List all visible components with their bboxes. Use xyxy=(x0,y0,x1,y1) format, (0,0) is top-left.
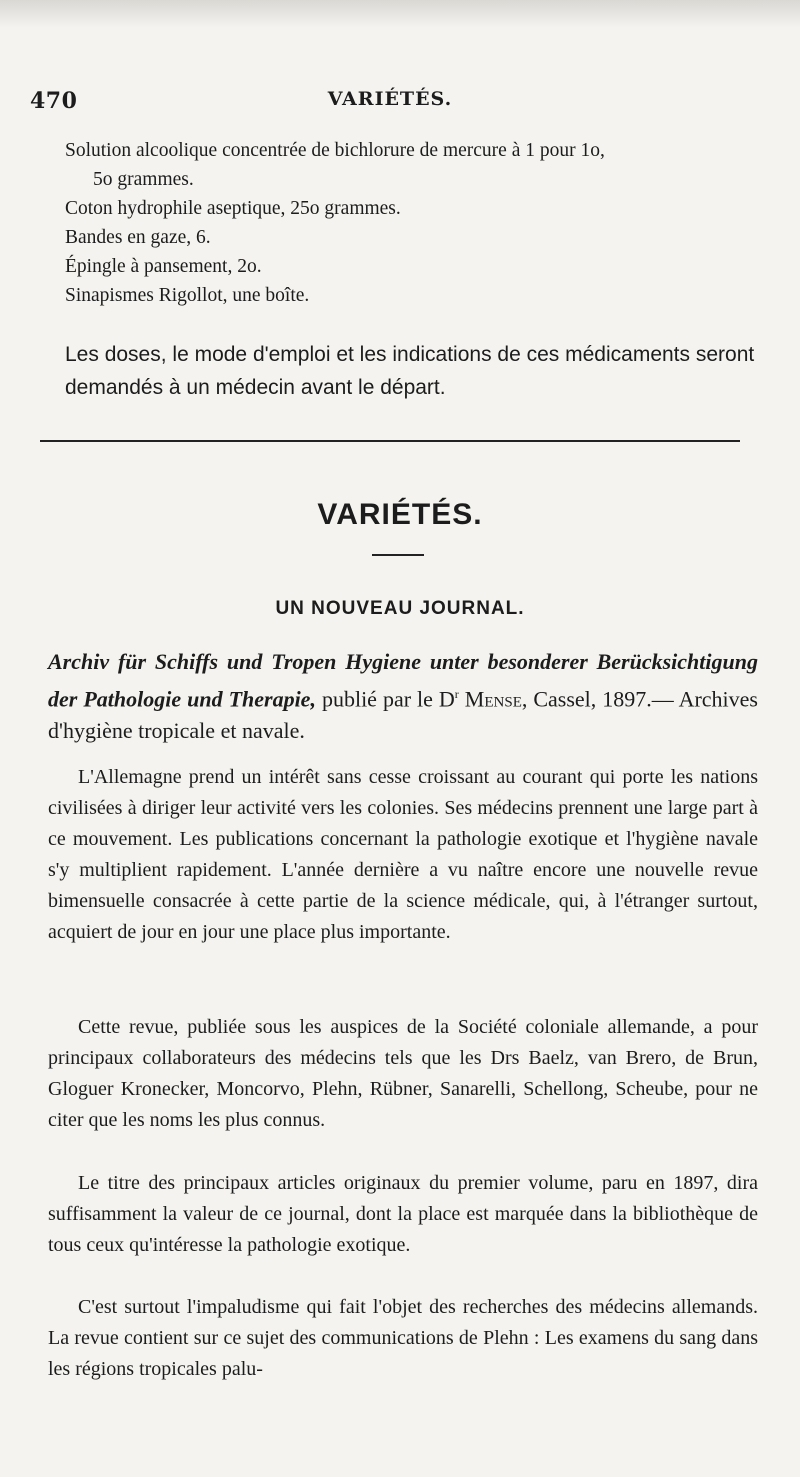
list-item: Épingle à pansement, 2o. xyxy=(65,256,262,277)
body-paragraph: Le titre des principaux articles originaux du premier volume, paru en 1897, dira suffisamment la valeur de ce journal, dont la place est marquée dans la bibliothèque de tous ceux qu'intéresse la pathologie exotique. xyxy=(48,1172,758,1256)
place-year: , Cassel, 1897.— Archives d'hygiène tropicale et navale. xyxy=(48,686,758,744)
journal-citation xyxy=(48,646,758,747)
doses-note: Les doses, le mode d'emploi et les indications de ces médicaments seront demandés à un médecin avant le départ. xyxy=(65,343,755,399)
list-item: Solution alcoolique concentrée de bichlorure de mercure à 1 pour 1o, 5o grammes. xyxy=(65,140,605,190)
list-item: Coton hydrophile aseptique, 25o grammes. xyxy=(65,198,401,219)
article-subheading: UN NOUVEAU JOURNAL. xyxy=(275,598,525,619)
section-heading: VARIÉTÉS. xyxy=(317,498,483,531)
published-by: publié par le D xyxy=(321,686,455,712)
page-header xyxy=(30,88,750,116)
list-item: Sinapismes Rigollot, une boîte. xyxy=(65,285,310,306)
running-title: VARIÉTÉS. xyxy=(327,88,453,110)
section-divider xyxy=(40,440,740,442)
list-item: Bandes en gaze, 6. xyxy=(65,227,211,248)
body-paragraph: L'Allemagne prend un intérêt sans cesse croissant au courant qui porte les nations civilisées à diriger leur activité vers les colonies. Ses médecins prennent une large part à ce mouvement. Les publications concernant la pathologie exotique et l'hygiène navale s'y multiplient rapidement. L'année dernière a vu naître encore une nouvelle revue bimensuelle consacrée à cette partie de la science médicale, qui, à l'étranger surtout, acquiert de jour en jour une place plus importante. xyxy=(48,766,758,943)
page-number: 470 xyxy=(30,88,78,114)
scan-edge xyxy=(0,0,800,28)
author-name: Mense xyxy=(464,686,522,712)
body-paragraph: Cette revue, publiée sous les auspices de la Société coloniale allemande, a pour principaux collaborateurs des médecins tels que les Drs Baelz, van Brero, de Brun, Gloguer Kronecker, Moncorvo, Plehn, Rübner, Sanarelli, Schellong, Scheube, pour ne citer que les noms les plus connus. xyxy=(48,1016,758,1131)
dr-superscript: r xyxy=(454,687,459,701)
supply-list xyxy=(65,136,755,310)
journal-title: Archiv für Schiffs und Tropen Hygiene unter besonderer Berücksichtigung der Pathologie und Therapie, xyxy=(48,649,758,712)
body-paragraph: C'est surtout l'impaludisme qui fait l'objet des recherches des médecins allemands. La revue contient sur ce sujet des communications de Plehn : Les examens du sang dans les régions tropicales palu- xyxy=(48,1296,758,1380)
heading-rule xyxy=(372,554,424,556)
